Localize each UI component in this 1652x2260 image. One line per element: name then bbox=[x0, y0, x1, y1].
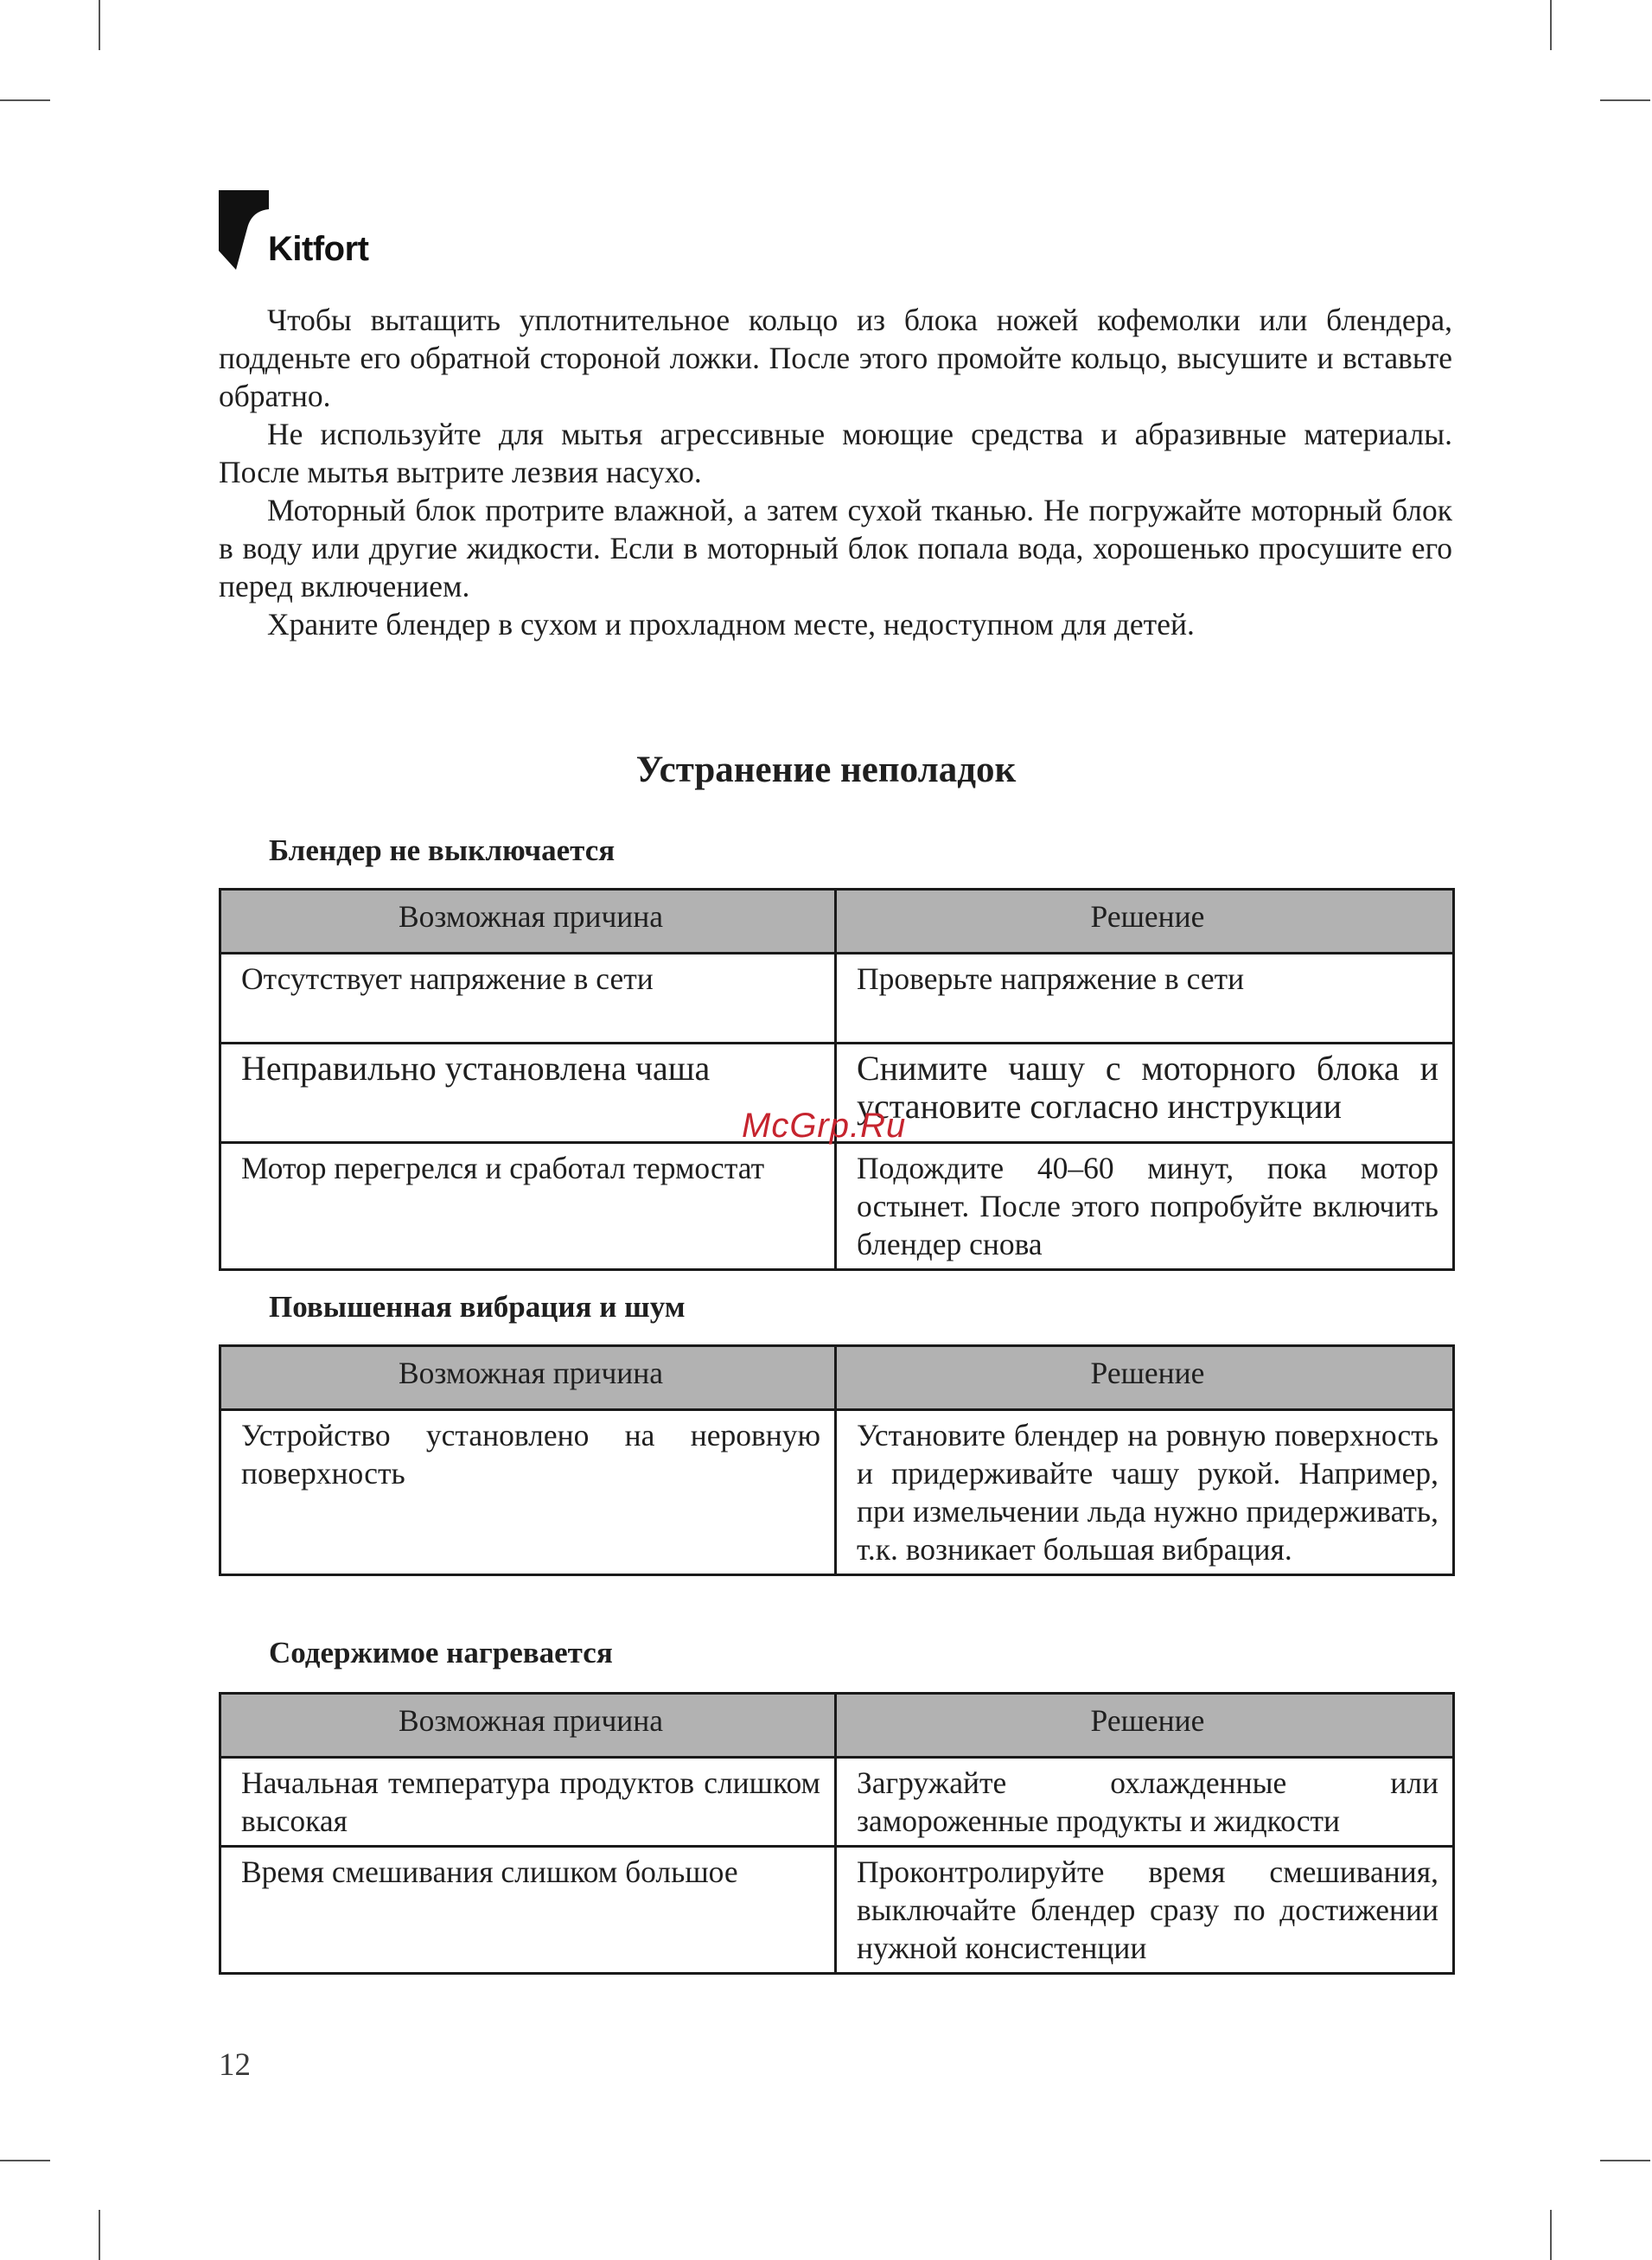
column-header-cause: Возможная причина bbox=[220, 1346, 836, 1410]
table-row bbox=[220, 1143, 1454, 1270]
column-header-solution: Решение bbox=[836, 1346, 1454, 1410]
troubleshooting-table bbox=[219, 888, 1455, 1271]
paragraph: Моторный блок протрите влажной, а затем сухой тканью. Не погружайте моторный блок в воду или другие жидкости. Если в моторный блок попала вода, хорошенько просушите его перед включением. bbox=[219, 493, 1452, 603]
section-title: Устранение неполадок bbox=[635, 750, 1017, 790]
cause-cell: Отсутствует напряжение в сети bbox=[220, 954, 836, 1044]
solution-cell: Снимите чашу с моторного блока и установите согласно инструкции bbox=[836, 1044, 1454, 1143]
brand-name: Kitfort bbox=[268, 230, 369, 268]
column-header-solution: Решение bbox=[836, 890, 1454, 954]
column-header-cause: Возможная причина bbox=[220, 890, 836, 954]
column-header-solution: Решение bbox=[836, 1694, 1454, 1758]
column-header-cause: Возможная причина bbox=[220, 1694, 836, 1758]
table-row bbox=[220, 1410, 1454, 1575]
brand-logo bbox=[219, 190, 392, 270]
table-header-row bbox=[220, 1694, 1454, 1758]
table-row bbox=[220, 1847, 1454, 1974]
table-heading: Повышенная вибрация и шум bbox=[269, 1290, 686, 1324]
paragraph: Не используйте для мытья агрессивные моющие средства и абразивные материалы. После мытья вытрите лезвия насухо. bbox=[219, 417, 1452, 489]
crop-mark bbox=[1550, 0, 1552, 50]
table-row bbox=[220, 954, 1454, 1044]
solution-cell: Установите блендер на ровную поверхность и придерживайте чашу рукой. Например, при измельчении льда нужно придерживать, т.к. возникает большая вибрация. bbox=[836, 1410, 1454, 1575]
page-number: 12 bbox=[219, 2047, 251, 2083]
solution-cell: Проконтролируйте время смешивания, выключайте блендер сразу по достижении нужной консистенции bbox=[836, 1847, 1454, 1974]
solution-cell: Подождите 40–60 минут, пока мотор остынет. После этого попробуйте включить блендер снова bbox=[836, 1143, 1454, 1270]
troubleshooting-table bbox=[219, 1344, 1455, 1576]
troubleshooting-table bbox=[219, 1692, 1455, 1975]
solution-cell: Проверьте напряжение в сети bbox=[836, 954, 1454, 1044]
crop-mark bbox=[99, 0, 100, 50]
crop-mark bbox=[0, 2160, 50, 2161]
table-header-row bbox=[220, 1346, 1454, 1410]
paragraph: Чтобы вытащить уплотнительное кольцо из блока ножей кофемолки или блендера, подденьте его обратной стороной ложки. После этого промойте кольцо, высушите и вставьте обратно. bbox=[219, 303, 1452, 413]
table-header-row bbox=[220, 890, 1454, 954]
table-heading: Блендер не выключается bbox=[269, 833, 616, 867]
cause-cell: Начальная температура продуктов слишком высокая bbox=[220, 1758, 836, 1847]
crop-mark bbox=[1600, 2160, 1650, 2161]
crop-mark bbox=[1600, 99, 1650, 101]
body-text bbox=[219, 301, 1452, 643]
cause-cell: Время смешивания слишком большое bbox=[220, 1847, 836, 1974]
paragraph: Храните блендер в сухом и прохладном месте, недоступном для детей. bbox=[267, 607, 1195, 642]
solution-cell: Загружайте охлажденные или замороженные продукты и жидкости bbox=[836, 1758, 1454, 1847]
watermark: McGrp.Ru bbox=[742, 1107, 907, 1145]
cause-cell: Устройство установлено на неровную поверхность bbox=[220, 1410, 836, 1575]
kitfort-logo-icon bbox=[219, 190, 269, 270]
table-heading: Содержимое нагревается bbox=[269, 1636, 613, 1669]
crop-mark bbox=[99, 2210, 100, 2260]
crop-mark bbox=[0, 99, 50, 101]
cause-cell: Мотор перегрелся и сработал термостат bbox=[220, 1143, 836, 1270]
table-row bbox=[220, 1758, 1454, 1847]
crop-mark bbox=[1550, 2210, 1552, 2260]
cause-cell: Неправильно установлена чаша bbox=[220, 1044, 836, 1143]
